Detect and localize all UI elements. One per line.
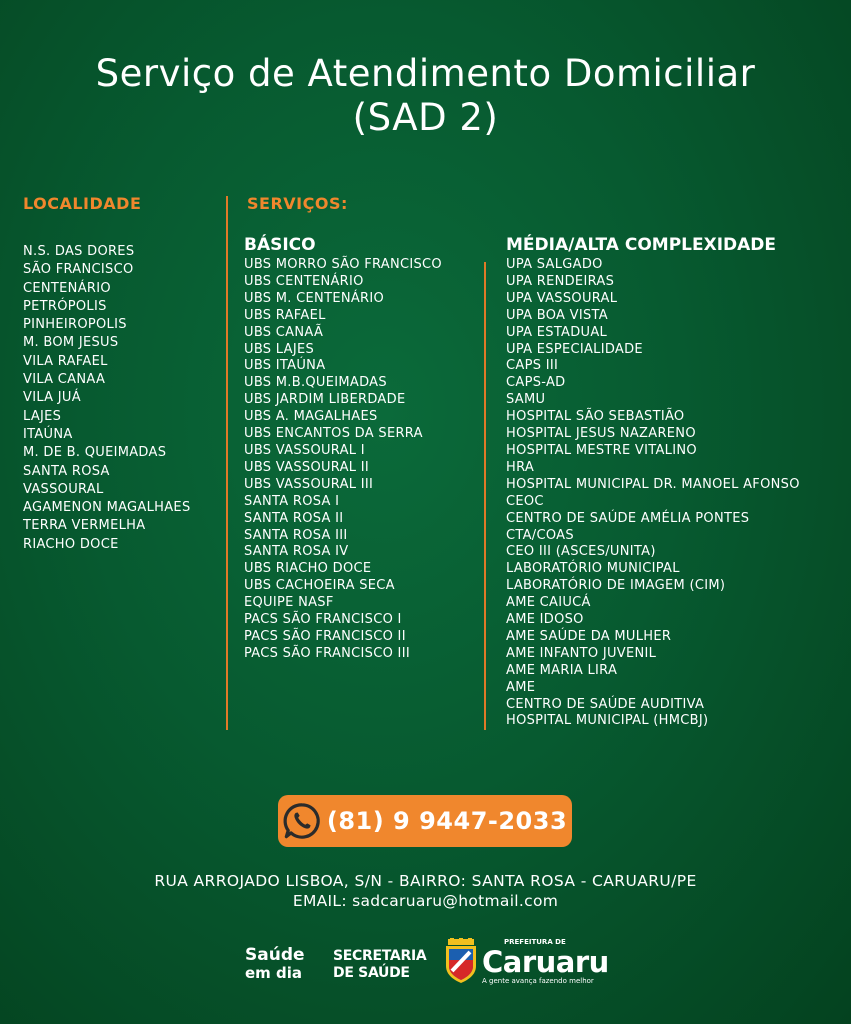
- list-item: HOSPITAL JESUS NAZARENO: [506, 426, 696, 442]
- caruaru-label: Caruaru: [482, 945, 609, 979]
- list-item: EQUIPE NASF: [244, 595, 334, 611]
- list-item: SANTA ROSA III: [244, 527, 348, 543]
- list-item: UBS VASSOURAL II: [244, 459, 370, 475]
- caruaru-crest-icon: [444, 938, 478, 984]
- caruaru-tagline: A gente avança fazendo melhor: [482, 977, 594, 985]
- list-item: VASSOURAL: [23, 481, 104, 497]
- list-item: UBS VASSOURAL I: [244, 442, 365, 458]
- list-item: UBS A. MAGALHAES: [244, 409, 378, 425]
- list-item: UPA BOA VISTA: [506, 307, 608, 323]
- address-text: RUA ARROJADO LISBOA, S/N - BAIRRO: SANTA ROSA - CARUARU/PE: [154, 872, 697, 890]
- basico-heading: BÁSICO: [244, 235, 316, 255]
- list-item: PACS SÃO FRANCISCO I: [244, 612, 402, 628]
- list-item: UBS M. CENTENÁRIO: [244, 290, 385, 306]
- list-item: PINHEIROPOLIS: [23, 317, 127, 333]
- list-item: UBS MORRO SÃO FRANCISCO: [244, 257, 442, 272]
- saude-logo-line1: Saúde: [245, 945, 305, 965]
- list-item: ITAÚNA: [23, 426, 73, 442]
- list-item: AME CAIUCÁ: [506, 595, 591, 611]
- list-item: CENTRO DE SAÚDE AUDITIVA: [506, 696, 705, 712]
- media-alta-heading: MÉDIA/ALTA COMPLEXIDADE: [506, 235, 777, 255]
- list-item: UBS VASSOURAL III: [244, 476, 374, 492]
- list-item: M. BOM JESUS: [23, 335, 119, 351]
- list-item: RIACHO DOCE: [23, 536, 119, 552]
- list-item: UBS LAJES: [244, 341, 315, 357]
- list-item: UPA ESPECIALIDADE: [506, 341, 643, 357]
- localidade-heading: LOCALIDADE: [23, 194, 142, 213]
- list-item: AME INFANTO JUVENIL: [506, 645, 657, 661]
- list-item: UBS CANAÃ: [244, 324, 324, 340]
- localidade-list: [23, 243, 191, 554]
- list-item: AME: [506, 679, 536, 695]
- list-item: SANTA ROSA: [23, 463, 110, 479]
- list-item: HOSPITAL MUNICIPAL DR. MANOEL AFONSO: [506, 476, 800, 492]
- list-item: SANTA ROSA IV: [244, 544, 349, 560]
- list-item: SÃO FRANCISCO: [23, 262, 134, 278]
- list-item: UBS RIACHO DOCE: [244, 561, 372, 577]
- list-item: UBS ENCANTOS DA SERRA: [244, 426, 423, 442]
- media-alta-list: [506, 257, 800, 730]
- list-item: PACS SÃO FRANCISCO III: [244, 645, 410, 661]
- list-item: VILA RAFAEL: [23, 353, 108, 369]
- list-item: HOSPITAL SÃO SEBASTIÃO: [506, 409, 685, 425]
- list-item: CEOC: [506, 493, 544, 509]
- list-item: CAPS-AD: [506, 375, 566, 391]
- prefeitura-label: PREFEITURA DE: [504, 938, 566, 946]
- list-item: AME IDOSO: [506, 612, 584, 628]
- list-item: UPA ESTADUAL: [506, 324, 608, 340]
- list-item: PETRÓPOLIS: [23, 298, 107, 314]
- list-item: SANTA ROSA I: [244, 493, 340, 509]
- secretaria-de-saude-logo: [333, 948, 426, 982]
- list-item: M. DE B. QUEIMADAS: [23, 445, 167, 461]
- list-item: HRA: [506, 459, 535, 475]
- list-item: AGAMENON MAGALHAES: [23, 500, 191, 516]
- basico-list: [244, 257, 442, 663]
- page-title: [0, 52, 851, 140]
- email-text: EMAIL: sadcaruaru@hotmail.com: [292, 892, 559, 910]
- list-item: TERRA VERMELHA: [23, 518, 146, 534]
- list-item: CAPS III: [506, 358, 559, 374]
- title-line-2: (SAD 2): [352, 96, 499, 139]
- list-item: UBS JARDIM LIBERDADE: [244, 392, 406, 408]
- secretaria-line1: SECRETARIA: [333, 948, 427, 964]
- list-item: AME SAÚDE DA MULHER: [506, 628, 672, 644]
- list-item: UPA SALGADO: [506, 257, 603, 272]
- list-item: UBS CACHOEIRA SECA: [244, 578, 395, 594]
- list-item: LABORATÓRIO DE IMAGEM (CIM): [506, 578, 726, 594]
- title-line-1: Serviço de Atendimento Domiciliar: [95, 52, 756, 95]
- list-item: SANTA ROSA II: [244, 510, 344, 526]
- list-item: HOSPITAL MUNICIPAL (HMCBJ): [506, 713, 709, 729]
- list-item: CTA/COAS: [506, 527, 574, 543]
- list-item: UPA VASSOURAL: [506, 290, 618, 306]
- list-item: CENTENÁRIO: [23, 280, 111, 296]
- phone-badge[interactable]: [278, 795, 572, 847]
- list-item: LABORATÓRIO MUNICIPAL: [506, 561, 680, 577]
- saude-em-dia-logo: [245, 946, 317, 986]
- list-item: UPA RENDEIRAS: [506, 273, 615, 289]
- list-item: CENTRO DE SAÚDE AMÉLIA PONTES: [506, 510, 750, 526]
- list-item: SAMU: [506, 392, 546, 408]
- list-item: UBS M.B.QUEIMADAS: [244, 375, 387, 391]
- list-item: LAJES: [23, 408, 62, 424]
- list-item: AME MARIA LIRA: [506, 662, 618, 678]
- column-divider-right: [484, 262, 486, 730]
- list-item: UBS RAFAEL: [244, 307, 326, 323]
- list-item: CEO III (ASCES/UNITA): [506, 544, 656, 560]
- list-item: PACS SÃO FRANCISCO II: [244, 628, 406, 644]
- secretaria-line2: DE SAÚDE: [333, 965, 410, 981]
- list-item: VILA JUÁ: [23, 390, 81, 406]
- whatsapp-icon: [283, 802, 321, 840]
- list-item: UBS ITAÚNA: [244, 358, 326, 374]
- prefeitura-caruaru-logo: [482, 938, 609, 986]
- phone-number: (81) 9 9447-2033: [326, 807, 568, 835]
- column-divider-left: [226, 196, 228, 730]
- servicos-heading: SERVIÇOS:: [247, 194, 348, 213]
- list-item: VILA CANAA: [23, 372, 106, 388]
- saude-logo-line2: em dia: [245, 964, 303, 982]
- list-item: N.S. DAS DORES: [23, 244, 135, 259]
- list-item: HOSPITAL MESTRE VITALINO: [506, 442, 697, 458]
- list-item: UBS CENTENÁRIO: [244, 273, 364, 289]
